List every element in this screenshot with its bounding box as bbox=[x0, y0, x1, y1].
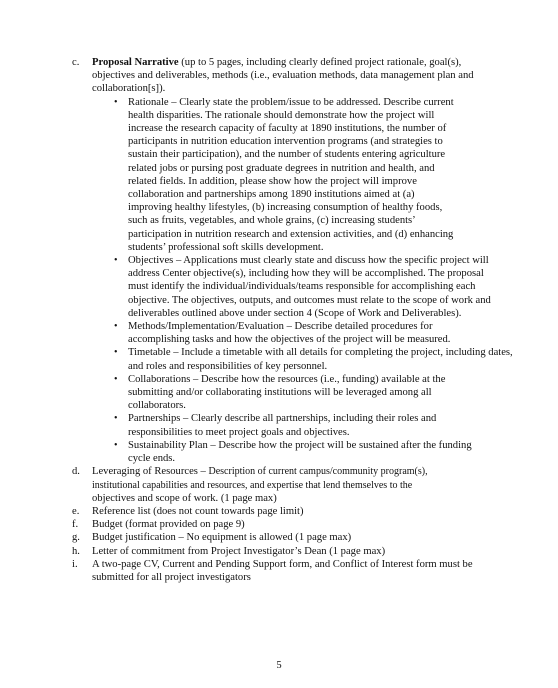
bullet-icon: • bbox=[114, 413, 118, 425]
text-line: collaboration[s]). bbox=[92, 83, 166, 95]
list-marker: d. bbox=[72, 466, 80, 478]
bullet-partnerships: • Partnerships – Clearly describe all partnerships, including their roles and responsibilities to meet project goals and objectives. bbox=[114, 413, 437, 438]
text-line: submitted for all project investigators bbox=[92, 571, 251, 583]
list-marker: e. bbox=[72, 505, 80, 517]
list-marker: g. bbox=[72, 532, 80, 544]
list-marker: f. bbox=[72, 519, 79, 531]
list-item-letter-of-commitment bbox=[72, 545, 518, 558]
list-marker: h. bbox=[72, 545, 80, 557]
bullet-icon: • bbox=[114, 96, 118, 108]
bullet-icon: • bbox=[114, 439, 118, 451]
list-item-reference-list bbox=[72, 505, 518, 518]
text-line: Reference list (does not count towards page limit) bbox=[92, 505, 304, 517]
text-line: institutional capabilities and resources, and expertise that lend themselves to the bbox=[92, 479, 413, 491]
bullet-sustainability-plan: • Sustainability Plan – Describe how the project will be sustained after the funding cycle ends. bbox=[114, 439, 472, 465]
bullet-methods: • Methods/Implementation/Evaluation – Describe detailed procedures for accomplishing tasks and how the objectives of the project will be measured. bbox=[114, 321, 451, 346]
text-line: Budget (format provided on page 9) bbox=[92, 519, 245, 531]
text-line: Letter of commitment from Project Investigator’s Dean (1 page max) bbox=[92, 545, 386, 557]
page-number: 5 bbox=[276, 660, 282, 671]
section-title: Proposal Narrative bbox=[92, 57, 179, 68]
list-marker: c. bbox=[72, 57, 80, 68]
bullet-collaborations: • Collaborations – Describe how the resources (i.e., funding) available at the submitting and/or collaborating institutions will be leveraged among all collaborators. bbox=[114, 373, 446, 412]
bullet-list bbox=[92, 96, 518, 466]
list-item-leveraging-resources bbox=[72, 465, 518, 505]
text-line: objectives and deliverables, methods (i.e., evaluation methods, data management plan and bbox=[92, 70, 474, 82]
bullet-icon: • bbox=[114, 373, 118, 385]
bullet-rationale: • Rationale – Clearly state the problem/issue to be addressed. Describe current health disparities. The rationale should demonstrate how the project will increase the research capacity of faculty at 1890 institutions, the number of participants in nutrition education intervention programs (and strategies to sustain their participation), and the number of students entering agriculture related jobs or pursing post graduate degrees in nutrition and health, and related fields. In addition, please show how the project will improve collaboration and partnerships among 1890 institutions aimed at (a) improving healthy lifestyles, (b) increasing consumption of healthy foods, such as fruits, vegetables, and whole grains, (c) increasing students’ participation in nutrition research and extension activities, and (d) enhancing students’ professional soft skills development. bbox=[114, 96, 454, 253]
list-item-cv-forms bbox=[72, 558, 518, 584]
list-item-proposal-narrative bbox=[72, 56, 518, 465]
text-line: objectives and scope of work. (1 page max) bbox=[92, 492, 277, 504]
bullet-icon: • bbox=[114, 255, 118, 267]
text-line: A two-page CV, Current and Pending Support form, and Conflict of Interest form must be bbox=[92, 558, 473, 570]
text-line: Budget justification – No equipment is allowed (1 page max) bbox=[92, 532, 352, 544]
bullet-timetable: • Timetable – Include a timetable with all details for completing the project, including dates, and roles and responsibilities of key personnel. bbox=[114, 347, 513, 372]
bullet-icon: • bbox=[114, 347, 118, 359]
list-item-budget bbox=[72, 518, 518, 531]
text-line: Proposal Narrative (up to 5 pages, including clearly defined project rationale, goal(s), bbox=[92, 57, 462, 68]
list-item-budget-justification bbox=[72, 531, 518, 544]
bullet-objectives: • Objectives – Applications must clearly state and discuss how the specific project will address Center objective(s), including how they will be accomplished. The proposal must identify the individual/individuals/teams responsible for accomplishing each objective. The objectives, outputs, and outcomes must relate to the scope of work and deliverables outlined above under section 4 (Scope of Work and Deliverables). bbox=[114, 255, 491, 319]
bullet-icon: • bbox=[114, 321, 118, 333]
text-line: Leveraging of Resources – Description of current campus/community program(s), bbox=[92, 466, 428, 478]
list-marker: i. bbox=[72, 558, 78, 570]
